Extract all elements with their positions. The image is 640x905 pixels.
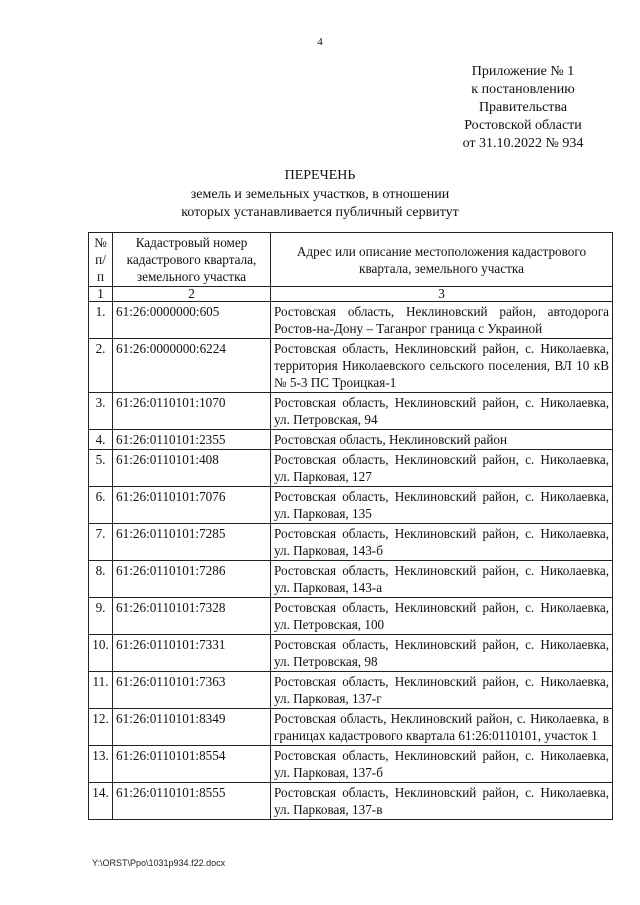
cadastral-number: 61:26:0110101:7285: [113, 524, 271, 561]
row-number: 14.: [89, 783, 113, 820]
table-row: [89, 393, 613, 430]
table-row: [89, 450, 613, 487]
table-row: [89, 487, 613, 524]
row-number: 8.: [89, 561, 113, 598]
table-body: [89, 302, 613, 820]
appendix-line: Правительства: [478, 100, 568, 115]
registry-table: [88, 232, 613, 820]
header-address: Адрес или описание местоположения кадастрового квартала, земельного участка: [270, 233, 612, 287]
row-number: 9.: [89, 598, 113, 635]
index-cell: 1: [89, 287, 113, 302]
table-row: [89, 672, 613, 709]
cadastral-number: 61:26:0110101:1070: [113, 393, 271, 430]
table-row: [89, 783, 613, 820]
appendix-line: к постановлению: [471, 82, 575, 97]
cadastral-number: 61:26:0110101:7331: [113, 635, 271, 672]
cadastral-number: 61:26:0110101:7286: [113, 561, 271, 598]
cadastral-number: 61:26:0110101:7328: [113, 598, 271, 635]
cadastral-number: 61:26:0000000:605: [113, 302, 271, 339]
table-row: [89, 430, 613, 450]
cadastral-number: 61:26:0000000:6224: [113, 339, 271, 393]
address-description: Ростовская область, Неклиновский район, с. Николаевка, ул. Парковая, 135: [270, 487, 612, 524]
appendix-line: Ростовской области: [464, 118, 582, 133]
header-number: № п/п: [89, 233, 113, 287]
cadastral-number: 61:26:0110101:8554: [113, 746, 271, 783]
table-index-row: [89, 287, 613, 302]
address-description: Ростовская область, Неклиновский район, с. Николаевка, ул. Парковая, 143-б: [270, 524, 612, 561]
row-number: 12.: [89, 709, 113, 746]
row-number: 5.: [89, 450, 113, 487]
cadastral-number: 61:26:0110101:8349: [113, 709, 271, 746]
address-description: Ростовская область, Неклиновский район: [270, 430, 612, 450]
cadastral-number: 61:26:0110101:408: [113, 450, 271, 487]
table-row: [89, 635, 613, 672]
address-description: Ростовская область, Неклиновский район, с. Николаевка, ул. Петровская, 98: [270, 635, 612, 672]
title-subtitle: которых устанавливается публичный сервитут: [181, 205, 459, 220]
address-description: Ростовская область, Неклиновский район, с. Николаевка, в границах кадастрового квартала 61:26:0110101, участок 1: [270, 709, 612, 746]
row-number: 13.: [89, 746, 113, 783]
appendix-line: Приложение № 1: [471, 64, 575, 79]
index-cell: 2: [113, 287, 271, 302]
address-description: Ростовская область, Неклиновский район, с. Николаевка, ул. Петровская, 94: [270, 393, 612, 430]
address-description: Ростовская область, Неклиновский район, автодорога Ростов-на-Дону – Таганрог граница с Украиной: [270, 302, 612, 339]
table-row: [89, 302, 613, 339]
table-row: [89, 339, 613, 393]
cadastral-number: 61:26:0110101:7363: [113, 672, 271, 709]
cadastral-number: 61:26:0110101:8555: [113, 783, 271, 820]
table-row: [89, 598, 613, 635]
row-number: 6.: [89, 487, 113, 524]
title-main: ПЕРЕЧЕНЬ: [284, 168, 356, 183]
row-number: 11.: [89, 672, 113, 709]
cadastral-number: 61:26:0110101:2355: [113, 430, 271, 450]
appendix-line: от 31.10.2022 № 934: [462, 136, 584, 151]
address-description: Ростовская область, Неклиновский район, с. Николаевка, территория Николаевского сельского поселения, ВЛ 10 кВ № 5-3 ПС Троицкая-1: [270, 339, 612, 393]
document-title: [150, 167, 490, 222]
index-cell: 3: [270, 287, 612, 302]
row-number: 2.: [89, 339, 113, 393]
file-path-footer: Y:\ORST\Ppo\1031p934.f22.docx: [92, 858, 226, 868]
address-description: Ростовская область, Неклиновский район, с. Николаевка, ул. Парковая, 137-г: [270, 672, 612, 709]
page-number: 4: [317, 36, 323, 48]
table-row: [89, 709, 613, 746]
table-row: [89, 524, 613, 561]
row-number: 7.: [89, 524, 113, 561]
table-row: [89, 561, 613, 598]
address-description: Ростовская область, Неклиновский район, с. Николаевка, ул. Петровская, 100: [270, 598, 612, 635]
row-number: 1.: [89, 302, 113, 339]
table-header-row: [89, 233, 613, 287]
table-row: [89, 746, 613, 783]
address-description: Ростовская область, Неклиновский район, с. Николаевка, ул. Парковая, 127: [270, 450, 612, 487]
address-description: Ростовская область, Неклиновский район, с. Николаевка, ул. Парковая, 137-б: [270, 746, 612, 783]
address-description: Ростовская область, Неклиновский район, с. Николаевка, ул. Парковая, 143-а: [270, 561, 612, 598]
address-description: Ростовская область, Неклиновский район, с. Николаевка, ул. Парковая, 137-в: [270, 783, 612, 820]
row-number: 3.: [89, 393, 113, 430]
cadastral-number: 61:26:0110101:7076: [113, 487, 271, 524]
header-cadastral: Кадастровый номер кадастрового квартала, земельного участка: [113, 233, 271, 287]
appendix-block: [438, 63, 608, 153]
title-subtitle: земель и земельных участков, в отношении: [190, 187, 450, 202]
row-number: 4.: [89, 430, 113, 450]
row-number: 10.: [89, 635, 113, 672]
